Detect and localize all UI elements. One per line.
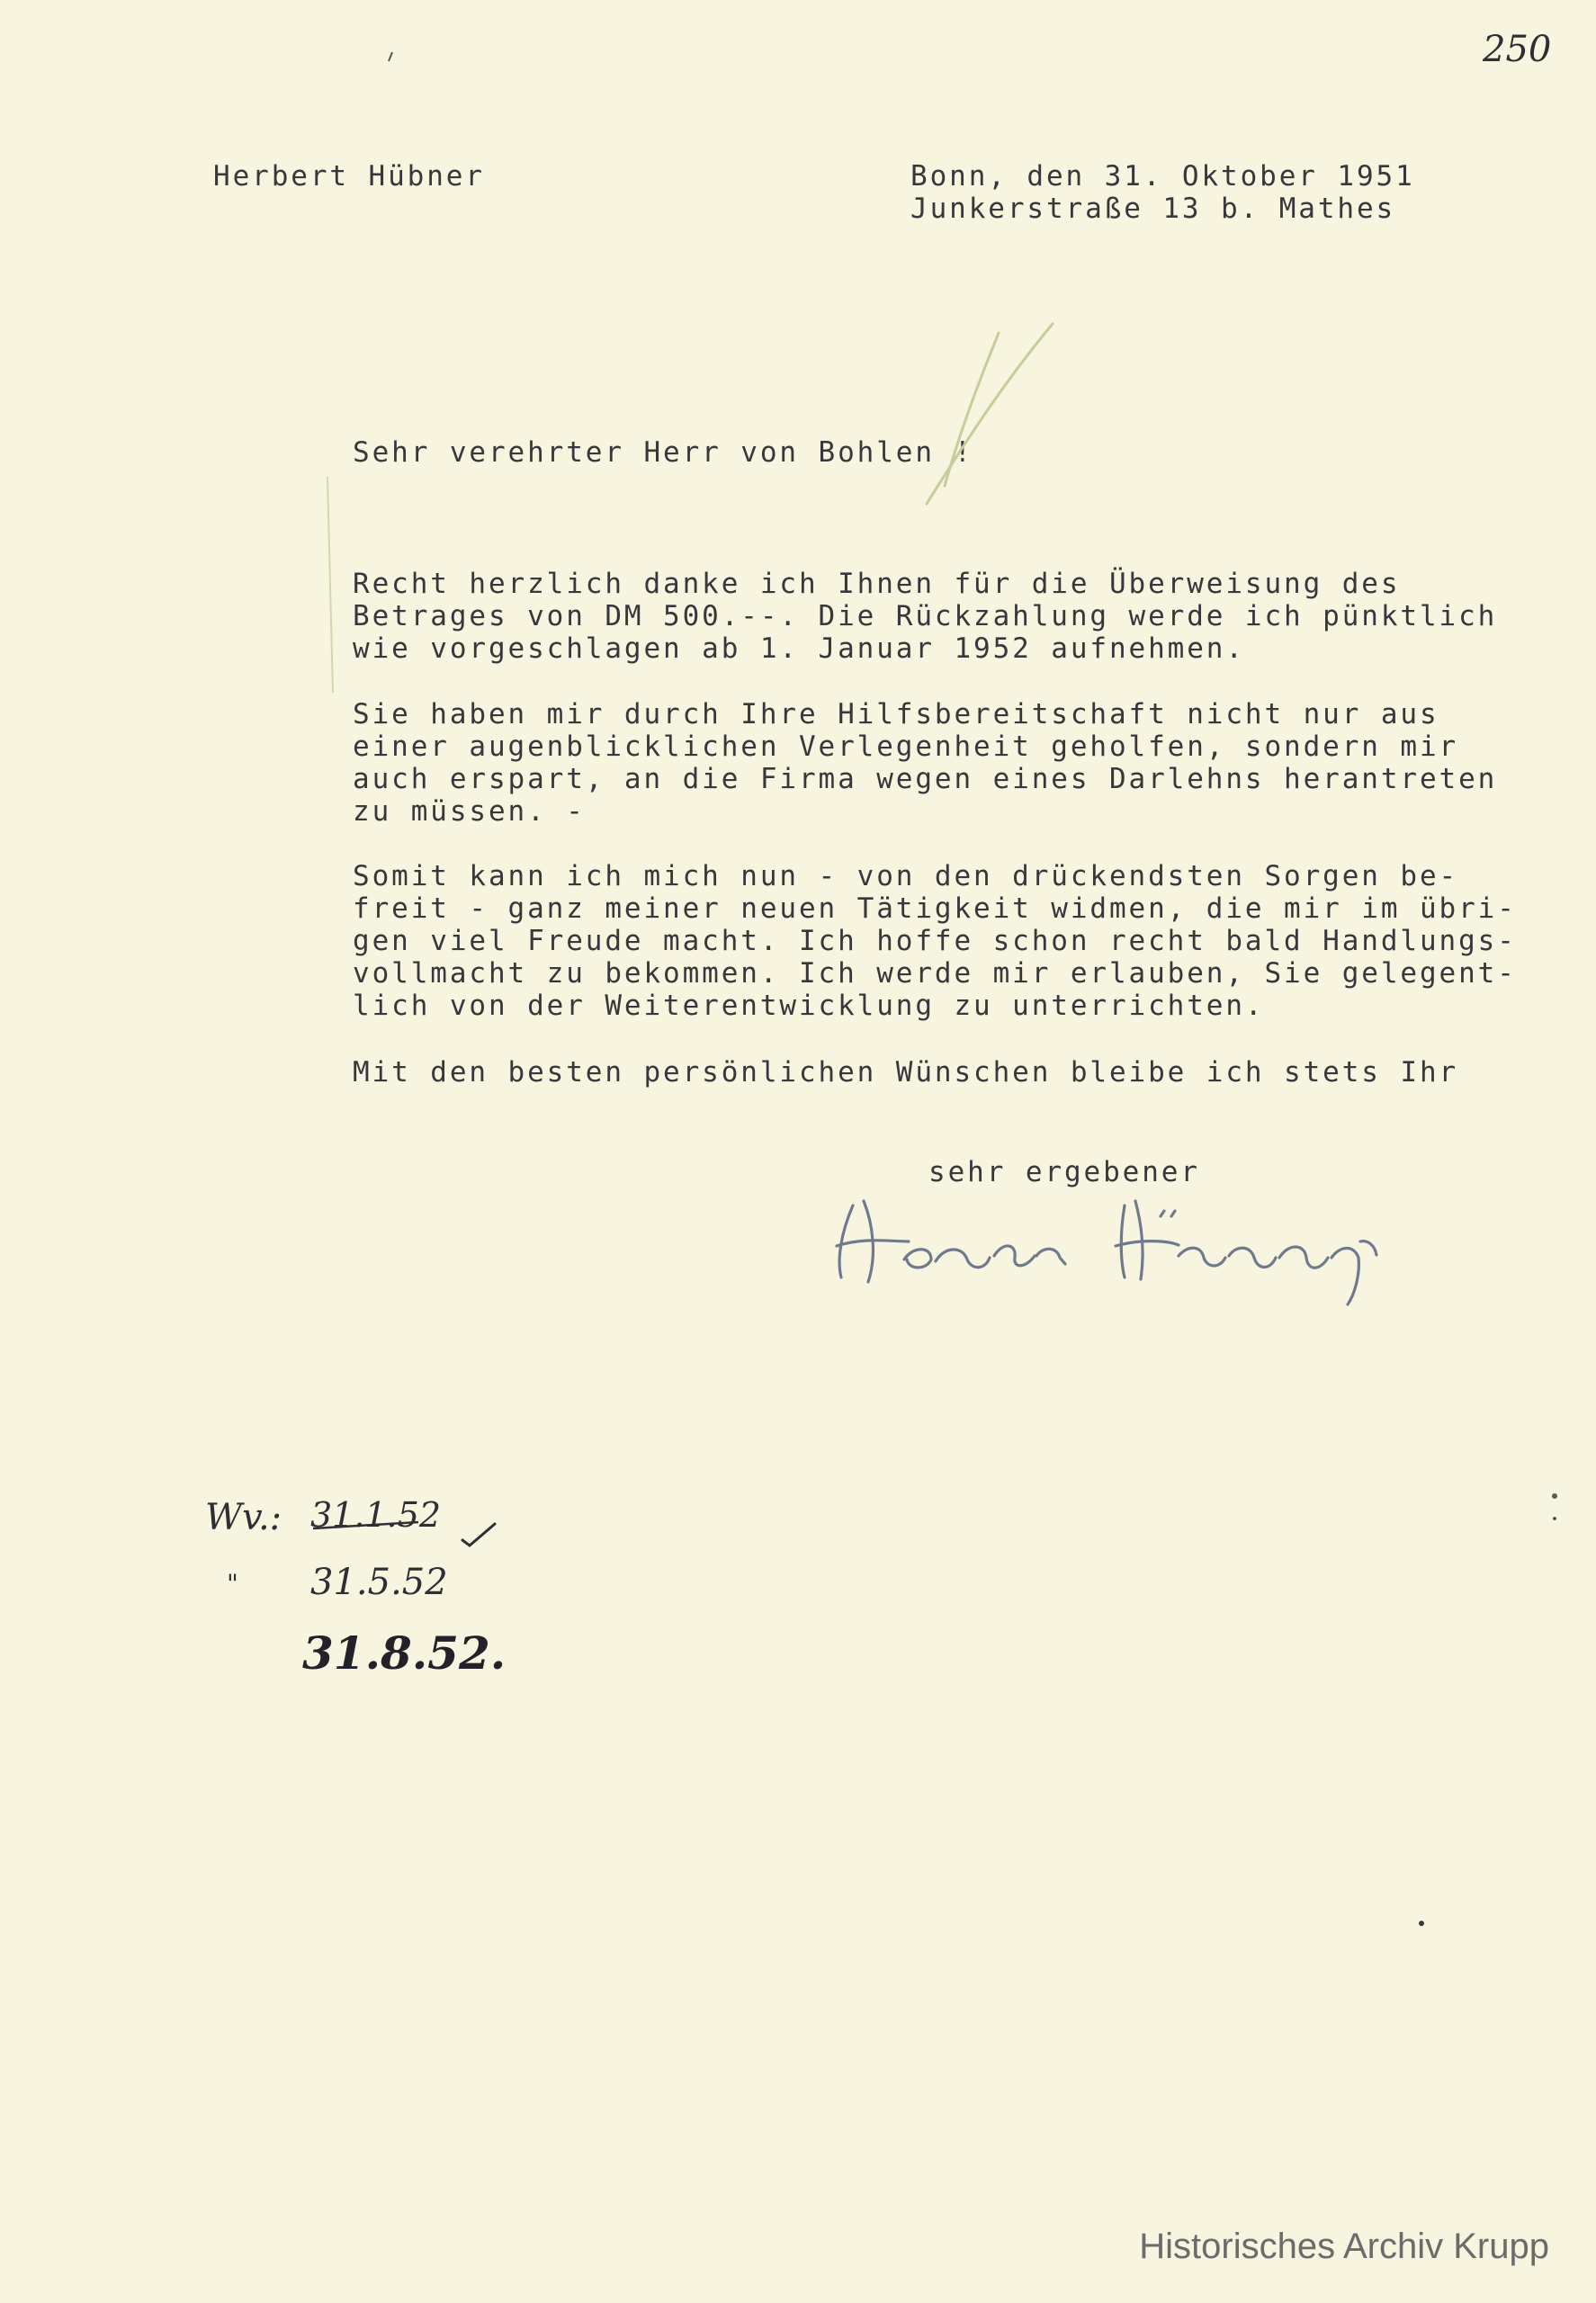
wv-date-3: 31.8.52.	[302, 1626, 507, 1680]
ditto-mark: "	[227, 1569, 238, 1599]
closing: sehr ergebener	[928, 1156, 1200, 1188]
body-line: auch erspart, an die Firma wegen eines Darlehns herantreten	[353, 763, 1498, 795]
body-line: einer augenblicklichen Verlegenheit geholfen, sondern mir	[353, 730, 1459, 763]
body-line: Sie haben mir durch Ihre Hilfsbereitschaft nicht nur aus	[353, 698, 1439, 730]
address-line: Junkerstraße 13 b. Mathes	[910, 193, 1396, 225]
signature	[837, 1201, 1376, 1304]
body-line: vollmacht zu bekommen. Ich werde mir erlauben, Sie gelegent-	[353, 957, 1517, 990]
pencil-check-mark	[927, 324, 1053, 504]
paper-speck	[1553, 1517, 1556, 1520]
body-line: Mit den besten persönlichen Wünschen bleibe ich stets Ihr	[353, 1056, 1459, 1089]
salutation: Sehr verehrter Herr von Bohlen !	[353, 436, 974, 469]
pencil-tick	[389, 52, 392, 61]
archive-number-text: 250	[1483, 29, 1552, 70]
body-line: zu müssen. -	[353, 795, 586, 828]
paper-speck	[1552, 1493, 1557, 1499]
body-line: lich von der Weiterentwicklung zu unterrichten.	[353, 990, 1265, 1022]
paper-speck	[1419, 1921, 1424, 1926]
body-line: freit - ganz meiner neuen Tätigkeit widmen, die mir im übri-	[353, 892, 1517, 925]
body-line: wie vorgeschlagen ab 1. Januar 1952 aufnehmen.	[353, 632, 1245, 665]
archive-watermark: Historisches Archiv Krupp	[1139, 2227, 1549, 2266]
wv-date-2: 31.5.52	[310, 1562, 448, 1603]
body-line: Betrages von DM 500.--. Die Rückzahlung werde ich pünktlich	[353, 600, 1498, 632]
body-line: Recht herzlich danke ich Ihnen für die Überweisung des	[353, 568, 1401, 600]
body-line: Somit kann ich mich nun - von den drückendsten Sorgen be-	[353, 860, 1459, 892]
wv-date-1: 31.1.52	[310, 1495, 442, 1535]
body-line: gen viel Freude macht. Ich hoffe schon recht bald Handlungs-	[353, 925, 1517, 957]
place-date-line: Bonn, den 31. Oktober 1951	[910, 160, 1415, 193]
sender-name: Herbert Hübner	[213, 160, 485, 193]
wv-label: Wv.:	[205, 1497, 282, 1538]
pencil-margin-line	[327, 477, 333, 693]
check-tick	[462, 1524, 495, 1546]
